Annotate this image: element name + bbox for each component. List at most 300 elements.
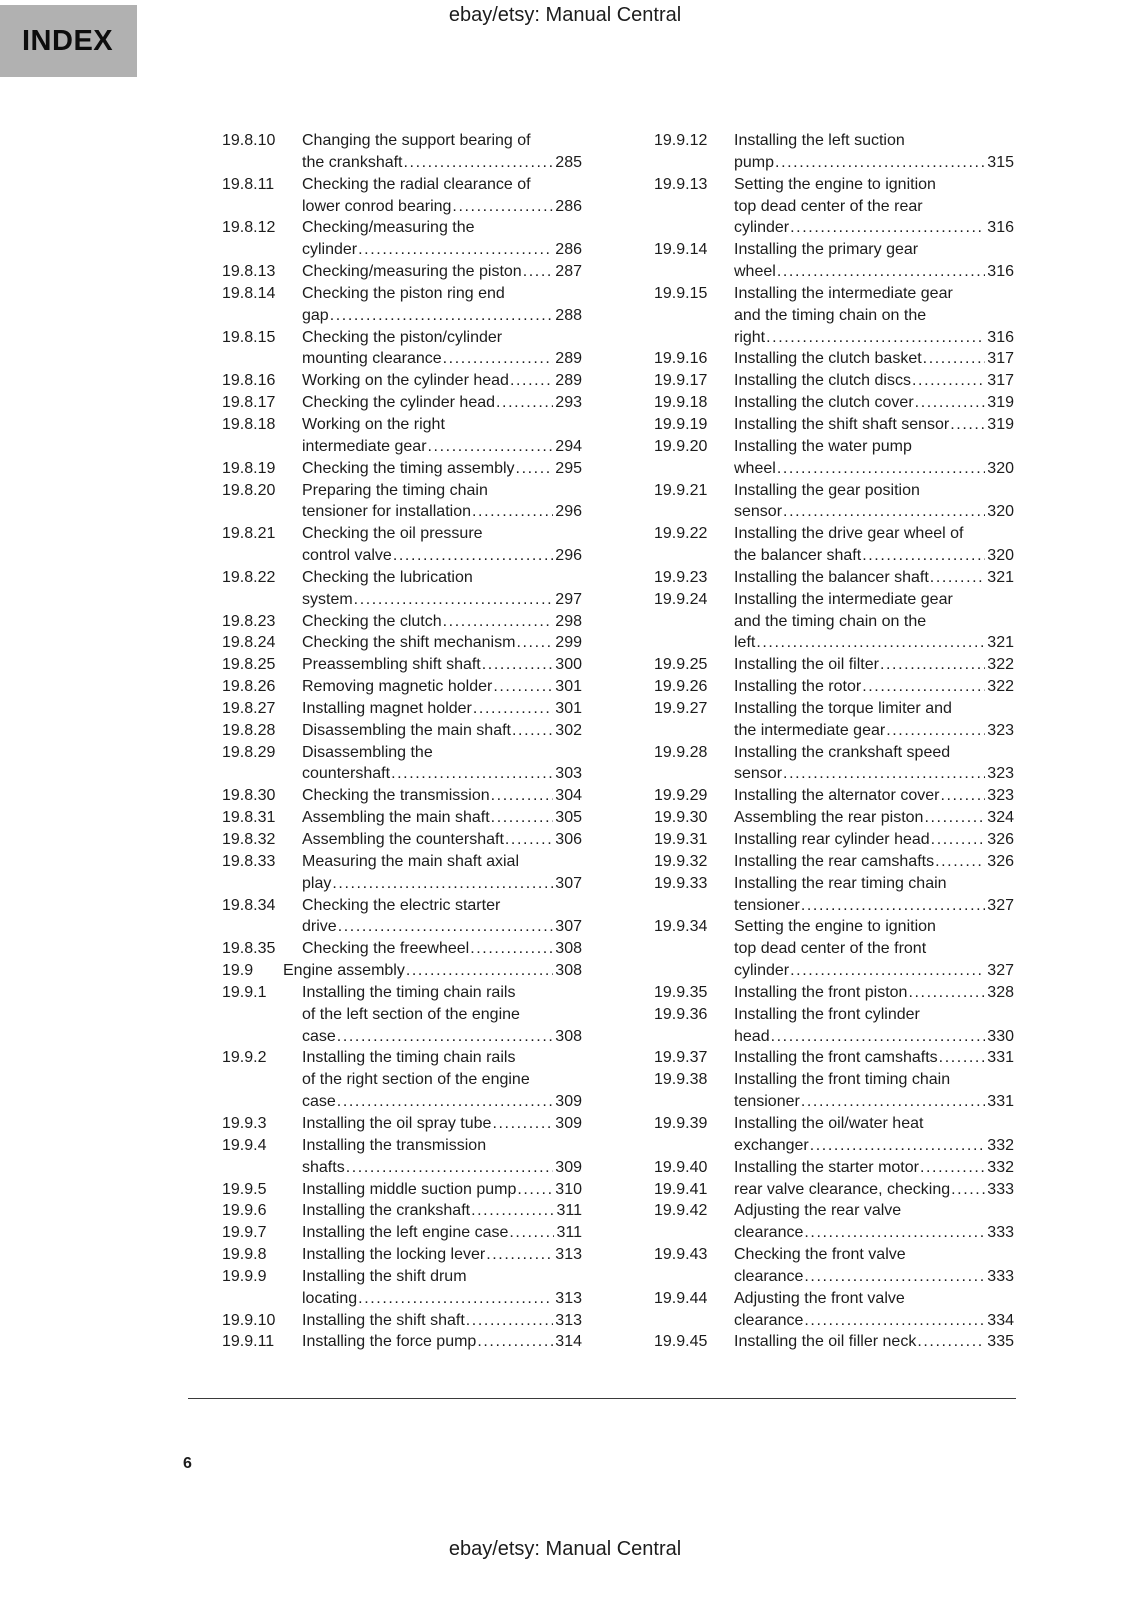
page-header bbox=[0, 0, 1130, 30]
entry-page-number: 289 bbox=[555, 372, 582, 390]
entry-title-line: Removing magnetic holder bbox=[302, 678, 493, 696]
header-title: ebay/etsy: Manual Central bbox=[448, 4, 682, 26]
entry-page-number: 321 bbox=[987, 634, 1014, 652]
entry-title-line: Installing the torque limiter and bbox=[734, 699, 952, 717]
entry-title-line: Installing the timing chain rails bbox=[302, 1049, 516, 1067]
entry-page-number: 320 bbox=[987, 459, 1014, 477]
entry-page-number: 297 bbox=[555, 590, 582, 608]
entry-number: 19.9.29 bbox=[654, 787, 708, 805]
dot-leader bbox=[404, 152, 554, 174]
entry-page-number: 309 bbox=[555, 1114, 582, 1132]
entry-title-line: Working on the cylinder head bbox=[302, 372, 509, 390]
entry-title-line: Checking the front valve bbox=[734, 1246, 906, 1264]
toc-entry bbox=[222, 960, 582, 982]
entry-number: 19.8.24 bbox=[222, 634, 276, 652]
entry-number: 19.9.20 bbox=[654, 437, 708, 455]
entry-page-number: 311 bbox=[556, 1202, 582, 1220]
entry-title-line: Installing the left suction bbox=[734, 132, 905, 149]
dot-leader bbox=[443, 611, 554, 633]
entry-title-line: pump bbox=[734, 153, 775, 171]
dot-leader bbox=[491, 785, 554, 807]
toc-entry bbox=[222, 392, 582, 414]
entry-page-number: 313 bbox=[555, 1289, 582, 1307]
entry-page-number: 333 bbox=[987, 1224, 1014, 1242]
entry-title-line: Setting the engine to ignition bbox=[734, 918, 936, 936]
entry-number: 19.9.38 bbox=[654, 1071, 708, 1089]
toc-entry bbox=[654, 1288, 1014, 1332]
entry-title-line: Installing middle suction pump bbox=[302, 1180, 517, 1198]
toc-entry bbox=[222, 283, 582, 327]
toc-entry bbox=[654, 130, 1014, 174]
dot-leader bbox=[939, 1047, 986, 1069]
toc-entry bbox=[654, 1004, 1014, 1048]
entry-title-line: play bbox=[302, 874, 332, 892]
entry-number: 19.9.31 bbox=[654, 831, 708, 848]
dot-leader bbox=[783, 501, 985, 523]
entry-title-line: Checking the clutch bbox=[302, 612, 442, 630]
entry-page-number: 327 bbox=[987, 896, 1014, 914]
entry-number: 19.9.22 bbox=[654, 525, 708, 543]
entry-number: 19.9.21 bbox=[654, 481, 708, 499]
entry-title-line: Installing the locking lever bbox=[302, 1246, 486, 1264]
entry-title-line: Installing the front cylinder bbox=[734, 1005, 920, 1023]
entry-number: 19.8.35 bbox=[222, 940, 276, 958]
toc-entry bbox=[654, 1331, 1014, 1353]
entry-title-line: case bbox=[302, 1093, 336, 1111]
entry-title-line: Checking the cylinder head bbox=[302, 394, 496, 412]
dot-leader bbox=[496, 392, 553, 414]
dot-leader bbox=[466, 1310, 554, 1332]
dot-leader bbox=[492, 1113, 553, 1135]
entry-number: 19.9.12 bbox=[654, 132, 708, 149]
entry-number: 19.8.22 bbox=[222, 568, 276, 586]
entry-page-number: 333 bbox=[987, 1267, 1014, 1285]
entry-title-line: tensioner bbox=[734, 896, 800, 914]
entry-number: 19.9.42 bbox=[654, 1202, 708, 1220]
entry-title-line: tensioner for installation bbox=[302, 503, 471, 521]
dot-leader bbox=[330, 305, 554, 327]
entry-title-line: Installing the intermediate gear bbox=[734, 590, 953, 608]
toc-entry bbox=[222, 632, 582, 654]
entry-title-line: Setting the engine to ignition bbox=[734, 175, 936, 193]
entry-page-number: 323 bbox=[987, 765, 1014, 783]
entry-page-number: 311 bbox=[556, 1224, 582, 1242]
toc-entry bbox=[222, 1266, 582, 1310]
entry-title-line: Installing the alternator cover bbox=[734, 787, 940, 805]
dot-leader bbox=[491, 807, 554, 829]
toc-entry bbox=[222, 785, 582, 807]
entry-page-number: 330 bbox=[987, 1027, 1014, 1045]
entry-page-number: 296 bbox=[555, 547, 582, 565]
entry-page-number: 296 bbox=[555, 503, 582, 521]
entry-page-number: 308 bbox=[555, 1027, 582, 1045]
dot-leader bbox=[443, 348, 554, 370]
dot-leader bbox=[951, 1179, 985, 1201]
toc-entry bbox=[222, 217, 582, 261]
dot-leader bbox=[428, 436, 554, 458]
entry-page-number: 286 bbox=[555, 241, 582, 259]
toc-column-left bbox=[222, 130, 582, 1353]
entry-page-number: 309 bbox=[555, 1158, 582, 1176]
toc-entry bbox=[654, 414, 1014, 436]
dot-leader bbox=[516, 632, 553, 654]
entry-title-line: control valve bbox=[302, 547, 392, 565]
entry-title-line: Installing the gear position bbox=[734, 481, 920, 499]
entry-page-number: 335 bbox=[987, 1333, 1014, 1351]
entry-title-line: Checking the timing assembly bbox=[302, 459, 515, 477]
entry-title-line: Installing the transmission bbox=[302, 1136, 487, 1154]
dot-leader bbox=[471, 1200, 554, 1222]
entry-page-number: 313 bbox=[555, 1246, 582, 1264]
index-label: INDEX bbox=[22, 24, 114, 57]
toc-entry bbox=[222, 1179, 582, 1201]
entry-title-line: Preparing the timing chain bbox=[302, 481, 488, 499]
entry-page-number: 288 bbox=[555, 306, 582, 324]
entry-number: 19.8.34 bbox=[222, 896, 276, 914]
entry-title-line: Installing the primary gear bbox=[734, 241, 919, 259]
dot-leader bbox=[332, 873, 553, 895]
entry-number: 19.9.24 bbox=[654, 590, 708, 608]
entry-title-line: Installing the balancer shaft bbox=[734, 568, 929, 586]
toc-entry bbox=[654, 654, 1014, 676]
entry-page-number: 317 bbox=[987, 372, 1014, 390]
entry-number: 19.9.5 bbox=[222, 1180, 267, 1198]
entry-title-line: Assembling the main shaft bbox=[302, 809, 490, 827]
toc-entry bbox=[222, 611, 582, 633]
dot-leader bbox=[804, 1222, 985, 1244]
entry-title-line: cylinder bbox=[734, 219, 790, 237]
dot-leader bbox=[493, 676, 553, 698]
toc-entry bbox=[654, 523, 1014, 567]
entry-number: 19.9.37 bbox=[654, 1049, 708, 1067]
entry-title-line: head bbox=[734, 1027, 770, 1045]
entry-title-line: the intermediate gear bbox=[734, 721, 886, 739]
toc-entry bbox=[222, 414, 582, 458]
entry-title-line: gap bbox=[302, 306, 329, 324]
entry-title-line: Working on the right bbox=[302, 415, 445, 433]
dot-leader bbox=[771, 1026, 986, 1048]
entry-title-line: of the left section of the engine bbox=[302, 1005, 520, 1023]
dot-leader bbox=[810, 1135, 986, 1157]
entry-title-line: Installing the water pump bbox=[734, 437, 912, 455]
entry-number: 19.8.18 bbox=[222, 415, 276, 433]
toc-entry bbox=[654, 370, 1014, 392]
entry-title-line: and the timing chain on the bbox=[734, 612, 927, 630]
entry-page-number: 319 bbox=[987, 415, 1014, 433]
entry-title-line: Checking the transmission bbox=[302, 787, 490, 805]
toc-entry bbox=[222, 567, 582, 611]
entry-title-line: Checking the piston ring end bbox=[302, 284, 505, 302]
entry-number: 19.9.44 bbox=[654, 1289, 708, 1307]
entry-title-line: Measuring the main shaft axial bbox=[302, 852, 519, 870]
entry-number: 19.9.9 bbox=[222, 1267, 267, 1285]
toc-entry bbox=[222, 523, 582, 567]
entry-title-line: sensor bbox=[734, 765, 783, 783]
entry-page-number: 287 bbox=[555, 263, 582, 281]
dot-leader bbox=[777, 261, 985, 283]
entry-title-line: Installing the oil spray tube bbox=[302, 1114, 492, 1132]
toc-entry bbox=[654, 1200, 1014, 1244]
entry-title-line: Checking the piston/cylinder bbox=[302, 328, 503, 346]
entry-title-line: Installing the intermediate gear bbox=[734, 284, 953, 302]
dot-leader bbox=[880, 654, 985, 676]
dot-leader bbox=[924, 807, 985, 829]
toc-entry bbox=[222, 130, 582, 174]
entry-title-line: mounting clearance bbox=[302, 350, 442, 368]
entry-page-number: 332 bbox=[987, 1136, 1014, 1154]
toc-entry bbox=[654, 174, 1014, 240]
entry-page-number: 323 bbox=[987, 787, 1014, 805]
dot-leader bbox=[358, 1288, 553, 1310]
entry-title-line: Installing the clutch discs bbox=[734, 372, 911, 390]
entry-title-line: Disassembling the main shaft bbox=[302, 721, 511, 739]
entry-page-number: 326 bbox=[987, 852, 1014, 870]
entry-title-line: Installing the crankshaft speed bbox=[734, 743, 951, 761]
entry-number: 19.9.7 bbox=[222, 1224, 267, 1242]
entry-title-line: Installing rear cylinder head bbox=[734, 831, 930, 848]
entry-page-number: 326 bbox=[987, 831, 1014, 848]
entry-title-line: Installing the clutch cover bbox=[734, 394, 914, 412]
entry-title-line: Installing the crankshaft bbox=[302, 1202, 471, 1220]
entry-number: 19.8.11 bbox=[222, 175, 275, 193]
entry-title-line: Checking the oil pressure bbox=[302, 525, 483, 543]
dot-leader bbox=[777, 458, 985, 480]
dot-leader bbox=[482, 654, 554, 676]
entry-page-number: 316 bbox=[987, 263, 1014, 281]
entry-number: 19.9.16 bbox=[654, 350, 708, 368]
entry-title-line: wheel bbox=[734, 263, 776, 281]
dot-leader bbox=[804, 1266, 985, 1288]
dot-leader bbox=[917, 1331, 985, 1353]
entry-title-line: of the right section of the engine bbox=[302, 1071, 530, 1089]
entry-title-line: Installing the oil filter bbox=[734, 656, 879, 674]
entry-title-line: wheel bbox=[734, 459, 776, 477]
entry-title-line: Installing the clutch basket bbox=[734, 350, 922, 368]
entry-title-line: Assembling the rear piston bbox=[734, 809, 924, 827]
toc-entry bbox=[654, 829, 1014, 851]
entry-page-number: 310 bbox=[555, 1180, 582, 1198]
toc-entry bbox=[222, 742, 582, 786]
dot-leader bbox=[470, 938, 553, 960]
entry-number: 19.8.17 bbox=[222, 394, 276, 412]
entry-title-line: Checking the electric starter bbox=[302, 896, 501, 914]
entry-number: 19.9.3 bbox=[222, 1114, 267, 1132]
entry-title-line: right bbox=[734, 328, 766, 346]
entry-number: 19.8.30 bbox=[222, 787, 276, 805]
entry-number: 19.9.27 bbox=[654, 699, 708, 717]
entry-page-number: 299 bbox=[555, 634, 582, 652]
dot-leader bbox=[923, 348, 986, 370]
dot-leader bbox=[915, 392, 986, 414]
entry-number: 19.9.32 bbox=[654, 852, 708, 870]
toc-entry bbox=[222, 982, 582, 1048]
toc-entry bbox=[654, 348, 1014, 370]
toc-entry bbox=[222, 654, 582, 676]
entry-number: 19.9.41 bbox=[654, 1180, 708, 1198]
entry-title-line: case bbox=[302, 1027, 336, 1045]
entry-page-number: 334 bbox=[987, 1311, 1014, 1329]
entry-page-number: 319 bbox=[987, 394, 1014, 412]
entry-page-number: 313 bbox=[555, 1311, 582, 1329]
dot-leader bbox=[920, 1157, 985, 1179]
toc-entry bbox=[222, 261, 582, 283]
dot-leader bbox=[523, 261, 554, 283]
entry-number: 19.8.16 bbox=[222, 372, 276, 390]
entry-title-line: Installing the shift shaft bbox=[302, 1311, 465, 1329]
toc-entry bbox=[222, 1222, 582, 1244]
dot-leader bbox=[908, 982, 985, 1004]
entry-title-line: Checking the radial clearance of bbox=[302, 175, 531, 193]
toc-entry bbox=[654, 916, 1014, 982]
entry-number: 19.8.15 bbox=[222, 328, 276, 346]
entry-number: 19.9.25 bbox=[654, 656, 708, 674]
entry-title-line: system bbox=[302, 590, 353, 608]
dot-leader bbox=[862, 545, 985, 567]
entry-page-number: 307 bbox=[555, 874, 582, 892]
dot-leader bbox=[346, 1157, 554, 1179]
entry-number: 19.9.43 bbox=[654, 1246, 708, 1264]
entry-page-number: 309 bbox=[555, 1093, 582, 1111]
entry-number: 19.8.19 bbox=[222, 459, 276, 477]
dot-leader bbox=[935, 851, 985, 873]
toc-entry bbox=[654, 239, 1014, 283]
entry-number: 19.9.4 bbox=[222, 1136, 267, 1154]
dot-leader bbox=[472, 501, 553, 523]
dot-leader bbox=[486, 1244, 553, 1266]
entry-title-line: Adjusting the rear valve bbox=[734, 1202, 902, 1220]
entry-page-number: 327 bbox=[987, 962, 1014, 980]
entry-title-line: Changing the support bearing of bbox=[302, 132, 531, 149]
toc-entry bbox=[654, 1047, 1014, 1069]
toc-entry bbox=[654, 1157, 1014, 1179]
entry-number: 19.9.35 bbox=[654, 983, 708, 1001]
dot-leader bbox=[862, 676, 985, 698]
entry-number: 19.9.39 bbox=[654, 1114, 708, 1132]
entry-page-number: 333 bbox=[987, 1180, 1014, 1198]
toc-entry bbox=[654, 807, 1014, 829]
entry-title-line: exchanger bbox=[734, 1136, 809, 1154]
toc-entry bbox=[222, 720, 582, 742]
entry-title-line: Installing the force pump bbox=[302, 1333, 477, 1351]
entry-title-line: Installing magnet holder bbox=[302, 699, 472, 717]
dot-leader bbox=[801, 1091, 985, 1113]
entry-page-number: 306 bbox=[555, 831, 582, 848]
entry-number: 19.9.18 bbox=[654, 394, 708, 412]
page-footer bbox=[0, 1538, 1130, 1561]
entry-number: 19.9.13 bbox=[654, 175, 708, 193]
entry-page-number: 316 bbox=[987, 219, 1014, 237]
entry-title-line: Installing the drive gear wheel of bbox=[734, 525, 964, 543]
entry-page-number: 316 bbox=[987, 328, 1014, 346]
dot-leader bbox=[337, 1091, 554, 1113]
entry-number: 19.9.28 bbox=[654, 743, 708, 761]
toc-entry bbox=[654, 851, 1014, 873]
entry-number: 19.8.10 bbox=[222, 132, 276, 149]
entry-number: 19.9.23 bbox=[654, 568, 708, 586]
toc-entry bbox=[222, 1331, 582, 1353]
entry-title-line: Installing the oil filler neck bbox=[734, 1333, 917, 1351]
entry-number: 19.8.32 bbox=[222, 831, 276, 848]
toc-entry bbox=[654, 567, 1014, 589]
entry-page-number: 303 bbox=[555, 765, 582, 783]
entry-title-line: left bbox=[734, 634, 756, 652]
entry-title-line: Installing the shift shaft sensor bbox=[734, 415, 950, 433]
entry-page-number: 298 bbox=[555, 612, 582, 630]
entry-title-line: the crankshaft bbox=[302, 153, 403, 171]
entry-title-line: clearance bbox=[734, 1267, 804, 1285]
entry-page-number: 308 bbox=[555, 940, 582, 958]
dot-leader bbox=[391, 763, 553, 785]
entry-title-line: Installing the rear camshafts bbox=[734, 852, 935, 870]
entry-number: 19.9.34 bbox=[654, 918, 708, 936]
entry-page-number: 301 bbox=[555, 699, 582, 717]
entry-number: 19.8.25 bbox=[222, 656, 276, 674]
entry-title-line: the balancer shaft bbox=[734, 547, 862, 565]
entry-title-line: Installing the front piston bbox=[734, 983, 908, 1001]
page-number: 6 bbox=[183, 1455, 192, 1472]
entry-title-line: sensor bbox=[734, 503, 783, 521]
entry-title-line: Installing the shift drum bbox=[302, 1267, 467, 1285]
entry-page-number: 294 bbox=[555, 437, 582, 455]
entry-number: 19.8.31 bbox=[222, 809, 276, 827]
entry-number: 19.9.1 bbox=[222, 983, 267, 1001]
toc-entry bbox=[654, 283, 1014, 349]
toc-entry bbox=[654, 873, 1014, 917]
dot-leader bbox=[930, 567, 986, 589]
entry-title-line: clearance bbox=[734, 1311, 804, 1329]
entry-number: 19.9.45 bbox=[654, 1333, 708, 1351]
dot-leader bbox=[931, 829, 986, 851]
toc-entry bbox=[654, 436, 1014, 480]
entry-title-line: top dead center of the rear bbox=[734, 197, 923, 215]
entry-page-number: 304 bbox=[555, 787, 582, 805]
entry-number: 19.9.40 bbox=[654, 1158, 708, 1176]
dot-leader bbox=[775, 152, 985, 174]
entry-title-line: intermediate gear bbox=[302, 437, 427, 455]
footer-title: ebay/etsy: Manual Central bbox=[448, 1538, 682, 1560]
entry-page-number: 314 bbox=[555, 1333, 582, 1351]
dot-leader bbox=[505, 829, 553, 851]
toc-entry bbox=[222, 829, 582, 851]
entry-page-number: 307 bbox=[555, 918, 582, 936]
entry-page-number: 320 bbox=[987, 547, 1014, 565]
entry-number: 19.8.27 bbox=[222, 699, 276, 717]
dot-leader bbox=[756, 632, 985, 654]
dot-leader bbox=[509, 1222, 554, 1244]
toc-entry bbox=[222, 938, 582, 960]
entry-number: 19.9.2 bbox=[222, 1049, 267, 1067]
entry-title-line: Engine assembly bbox=[283, 962, 405, 980]
toc-entry bbox=[654, 676, 1014, 698]
toc-entry bbox=[222, 1135, 582, 1179]
toc-entry bbox=[222, 480, 582, 524]
entry-number: 19.9.26 bbox=[654, 678, 708, 696]
entry-number: 19.9.11 bbox=[222, 1333, 275, 1351]
entry-number: 19.9.15 bbox=[654, 284, 708, 302]
toc-entry bbox=[222, 807, 582, 829]
toc-entry bbox=[654, 1069, 1014, 1113]
dot-leader bbox=[337, 1026, 554, 1048]
dot-leader bbox=[783, 763, 985, 785]
entry-page-number: 332 bbox=[987, 1158, 1014, 1176]
dot-leader bbox=[790, 960, 985, 982]
dot-leader bbox=[940, 785, 985, 807]
entry-number: 19.9.17 bbox=[654, 372, 708, 390]
entry-title-line: Installing the front timing chain bbox=[734, 1071, 951, 1089]
entry-page-number: 324 bbox=[987, 809, 1014, 827]
toc-column-right bbox=[654, 130, 1014, 1353]
entry-number: 19.9.30 bbox=[654, 809, 708, 827]
